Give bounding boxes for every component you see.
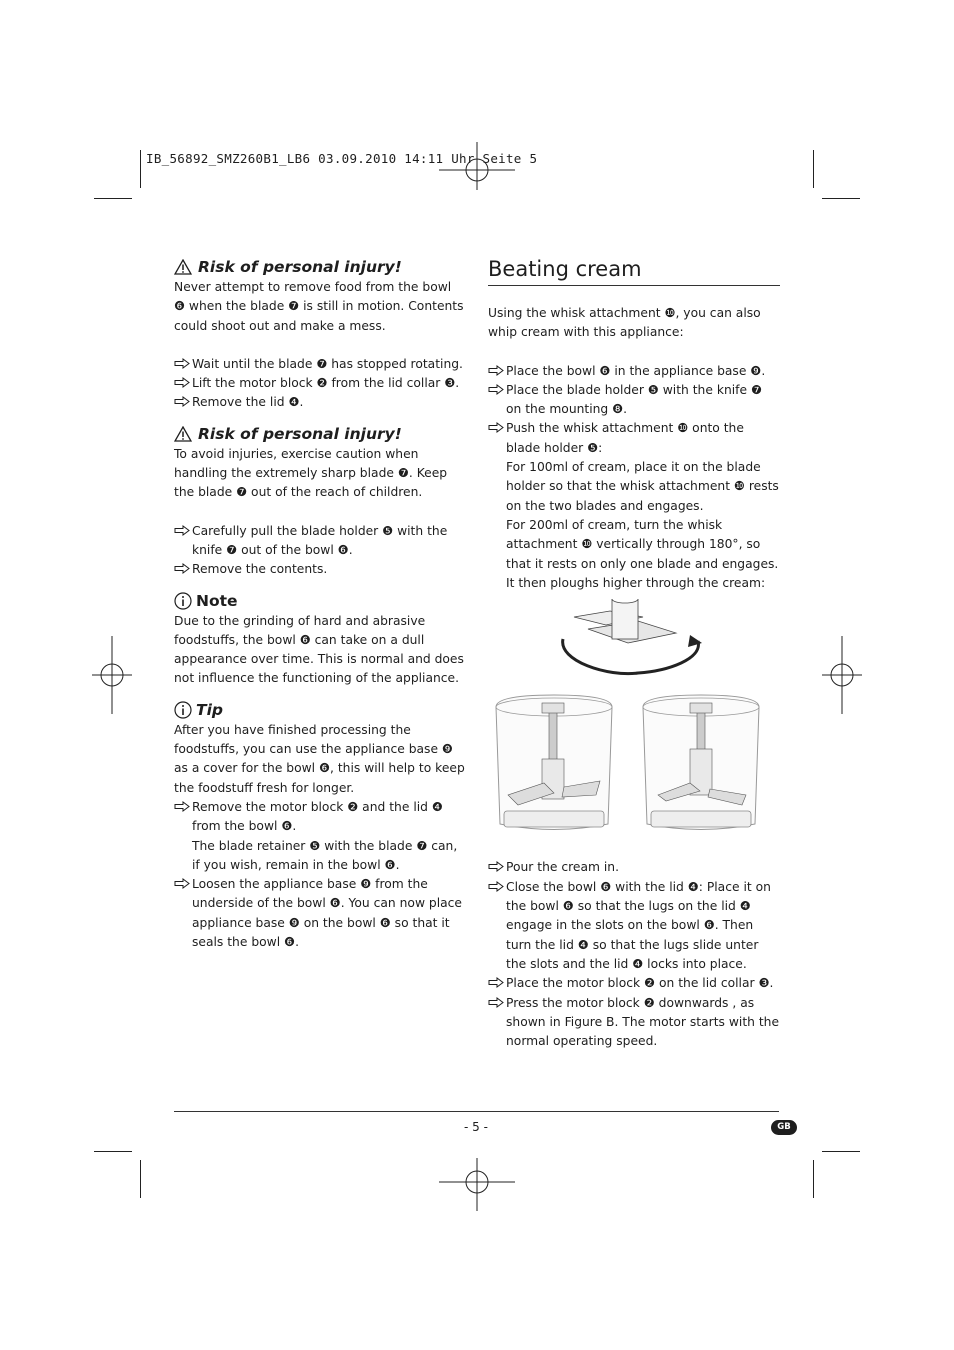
hollow-arrow-icon bbox=[174, 358, 190, 369]
tip-heading bbox=[174, 699, 466, 721]
hollow-arrow-icon bbox=[488, 861, 504, 872]
step-item: Close the bowl ❻ with the lid ❹: Place it on the bowl ❻ so that the lugs on the lid ❹ engage in the slots on the bowl ❻. Then turn the lid ❹ so that the lugs slide unter the slots and the lid ❹ locks into place. bbox=[488, 878, 780, 974]
section-title: Beating cream bbox=[488, 256, 780, 286]
note-title: Note bbox=[196, 591, 238, 610]
step-item: Carefully pull the blade holder ❺ with the knife ❼ out of the bowl ❻. bbox=[174, 522, 466, 561]
rotated-whisk-drawing bbox=[563, 599, 702, 674]
step-item: Loosen the appliance base ❾ from the underside of the bowl ❻. You can now place appliance base ❾ on the bowl ❻ so that it seals the bowl ❻. bbox=[174, 875, 466, 952]
warning-triangle-icon bbox=[174, 259, 192, 275]
hollow-arrow-icon bbox=[174, 801, 190, 812]
hollow-arrow-icon bbox=[488, 384, 504, 395]
warning-title: Risk of personal injury! bbox=[198, 424, 402, 443]
hollow-arrow-icon bbox=[488, 977, 504, 988]
hollow-arrow-icon bbox=[488, 997, 504, 1008]
crop-mark bbox=[140, 1160, 141, 1198]
whisk-illustration bbox=[488, 599, 780, 844]
step-item: Remove the contents. bbox=[174, 560, 466, 579]
step-item: Place the bowl ❻ in the appliance base ❾. bbox=[488, 362, 780, 381]
step-item: Remove the lid ❹. bbox=[174, 393, 466, 412]
intro-text: Using the whisk attachment ❿, you can also whip cream with this appliance: bbox=[488, 306, 761, 340]
right-column bbox=[488, 256, 780, 1051]
crop-mark bbox=[822, 198, 860, 199]
print-header: IB_56892_SMZ260B1_LB6 03.09.2010 14:11 Uhr Seite 5 bbox=[146, 151, 538, 166]
hollow-arrow-icon bbox=[174, 396, 190, 407]
step-item: Wait until the blade ❼ has stopped rotating. bbox=[174, 355, 466, 374]
hollow-arrow-icon bbox=[488, 422, 504, 433]
bowl-drawing bbox=[643, 695, 759, 830]
page-number: - 5 - bbox=[464, 1120, 488, 1134]
crop-mark bbox=[94, 1151, 132, 1152]
info-icon bbox=[174, 701, 192, 719]
warning-text: Never attempt to remove food from the bowl ❻ when the blade ❼ is still in motion. Contents could shoot out and make a mess. bbox=[174, 280, 464, 333]
crop-mark bbox=[813, 1160, 814, 1198]
bowl-drawing bbox=[496, 695, 612, 830]
step-item: Place the blade holder ❺ with the knife ❼ on the mounting ❽. bbox=[488, 381, 780, 420]
note-text: Due to the grinding of hard and abrasive foodstuffs, the bowl ❻ can take on a dull appearance over time. This is normal and does not influence the functioning of the appliance. bbox=[174, 613, 464, 686]
left-column bbox=[174, 256, 466, 952]
step-item: Lift the motor block ❷ from the lid collar ❸. bbox=[174, 374, 466, 393]
crop-mark bbox=[94, 198, 132, 199]
warning-title: Risk of personal injury! bbox=[198, 258, 402, 276]
crop-mark bbox=[822, 1151, 860, 1152]
hollow-arrow-icon bbox=[174, 377, 190, 388]
step-item: Push the whisk attachment ❿ onto the blade holder ❺: For 100ml of cream, place it on the blade holder so that the whisk attachment ❿ rests on the two blades and engages. For 200ml of cream, turn the whisk attachment ❿ vertically through 180°, so that it rests on only one blade and engages. It then ploughs higher through the cream: bbox=[488, 419, 780, 593]
crop-mark bbox=[140, 150, 141, 188]
footer-rule bbox=[174, 1111, 779, 1112]
hollow-arrow-icon bbox=[174, 525, 190, 536]
step-item: Pour the cream in. bbox=[488, 858, 780, 877]
hollow-arrow-icon bbox=[488, 365, 504, 376]
warning-triangle-icon bbox=[174, 426, 192, 442]
step-item: Place the motor block ❷ on the lid collar ❸. bbox=[488, 974, 780, 993]
tip-text: After you have finished processing the foodstuffs, you can use the appliance base ❾ as a cover for the bowl ❻, this will help to keep the foodstuff fresh for longer. bbox=[174, 722, 465, 795]
info-icon bbox=[174, 592, 192, 610]
warning-heading bbox=[174, 256, 466, 278]
tip-title: Tip bbox=[196, 700, 223, 719]
hollow-arrow-icon bbox=[488, 881, 504, 892]
step-item: Press the motor block ❷ downwards , as shown in Figure B. The motor starts with the normal operating speed. bbox=[488, 994, 780, 1052]
warning-heading bbox=[174, 423, 466, 445]
step-item: Remove the motor block ❷ and the lid ❹ from the bowl ❻. The blade retainer ❺ with the blade ❼ can, if you wish, remain in the bowl ❻. bbox=[174, 798, 466, 875]
hollow-arrow-icon bbox=[174, 878, 190, 889]
note-heading bbox=[174, 590, 466, 612]
hollow-arrow-icon bbox=[174, 563, 190, 574]
registration-mark bbox=[822, 636, 862, 714]
warning-text: To avoid injuries, exercise caution when handling the extremely sharp blade ❼. Keep the blade ❼ out of the reach of children. bbox=[174, 446, 448, 500]
language-badge: GB bbox=[771, 1120, 797, 1135]
registration-mark bbox=[92, 636, 132, 714]
crop-mark bbox=[813, 150, 814, 188]
registration-mark bbox=[437, 1155, 517, 1215]
